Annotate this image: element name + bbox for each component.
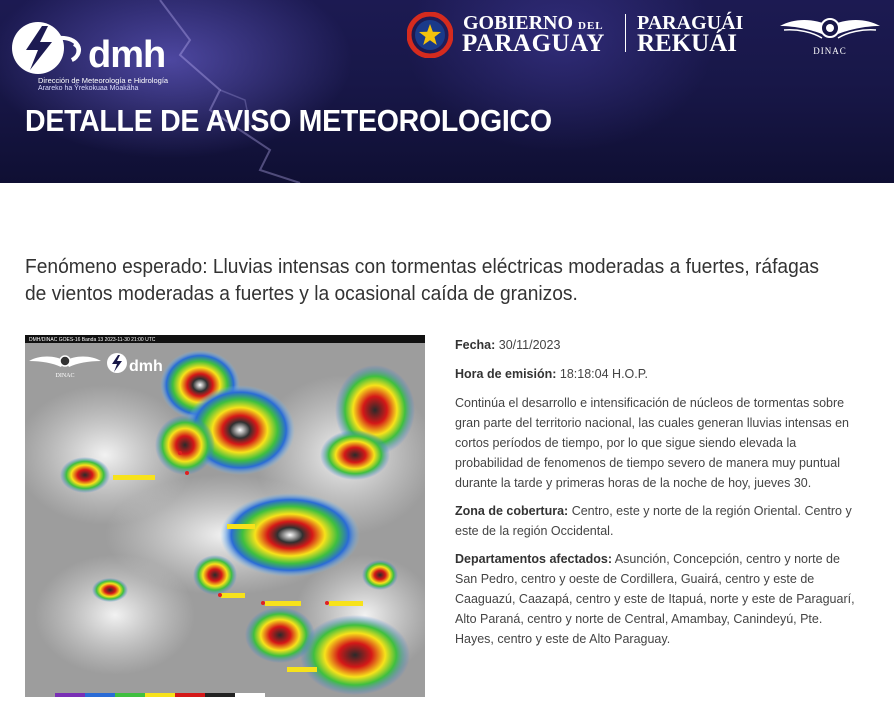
dmh-cloud-bolt-icon xyxy=(8,18,86,82)
dmh-logo-subtitle-guarani: Arareko ha Ỹrekokuaa Moakãha xyxy=(38,85,139,92)
alert-description: Continúa el desarrollo e intensificación de núcleos de tormentas sobre gran parte del territorio nacional, las cuales generan lluvias intensas en cortos períodos de tiempo, por lo que sigue siendo elevada la probabilidad de fenomenos de tiempo severo de manera muy puntual durante la tarde y primeras horas de la noche de hoy, jueves 30. xyxy=(455,396,849,490)
dmh-logo-word: dmh xyxy=(88,34,166,76)
rekuai-label: REKUÁI xyxy=(637,30,738,57)
government-divider xyxy=(625,14,626,52)
coverage-value: Centro, este y norte de la región Oriental. Centro y este de la región Occidental. xyxy=(455,504,852,538)
satellite-dinac-label: DINAC xyxy=(55,373,75,379)
date-value: 30/11/2023 xyxy=(498,338,561,352)
paraguay-label: PARAGUAY xyxy=(462,30,605,57)
departments-value: Asunción, Concepción, centro y norte de San Pedro, centro y oeste de Cordillera, Guairá, centro y este de Caaguazú, Caazapá, centro y este de Itapuá, norte y este de Paraguarí, Alto Paraná, centro y norte de Central, Amambay, Canindeyú, Pte. Hayes, centro y este de Alto Paraguay. xyxy=(455,552,855,646)
page-header xyxy=(0,0,894,183)
issue-time-value: 18:18:04 H.O.P. xyxy=(559,367,648,381)
departments-row xyxy=(455,549,855,649)
dinac-logo[interactable] xyxy=(778,12,882,56)
paraguai-label: PARAGUÁI xyxy=(637,12,744,34)
coverage-row xyxy=(455,501,855,541)
dinac-wings-icon xyxy=(778,12,882,46)
issue-time-row xyxy=(455,364,855,384)
alert-details xyxy=(455,335,855,657)
issue-time-label: Hora de emisión: xyxy=(455,367,557,381)
date-label: Fecha: xyxy=(455,338,496,352)
dinac-label: DINAC xyxy=(813,46,847,56)
page-title: DETALLE DE AVISO METEOROLOGICO xyxy=(25,103,552,138)
expected-phenomenon: Fenómeno esperado: Lluvias intensas con tormentas eléctricas moderadas a fuertes, ráfagas de vientos moderadas a fuertes y la ocasional caída de granizos. xyxy=(25,256,820,305)
lightning-background-icon xyxy=(150,0,410,183)
satellite-image[interactable] xyxy=(25,335,425,697)
dmh-logo-subtitle: Dirección de Meteorología e Hidrología xyxy=(38,76,169,85)
dmh-logo[interactable] xyxy=(8,18,188,92)
satellite-imagery xyxy=(25,335,425,697)
departments-label: Departamentos afectados: xyxy=(455,552,612,566)
date-row xyxy=(455,335,855,355)
paraguay-seal-icon xyxy=(407,12,453,58)
satellite-color-scale xyxy=(55,693,265,697)
satellite-caption: DMH/DINAC GOES-16 Banda 13 2023-11-30 21:00 UTC xyxy=(29,337,156,343)
gobierno-del-label: GOBIERNO DEL xyxy=(463,12,604,34)
satellite-dmh-word: dmh xyxy=(129,358,163,375)
government-logo[interactable] xyxy=(407,10,767,56)
coverage-label: Zona de cobertura: xyxy=(455,504,569,518)
